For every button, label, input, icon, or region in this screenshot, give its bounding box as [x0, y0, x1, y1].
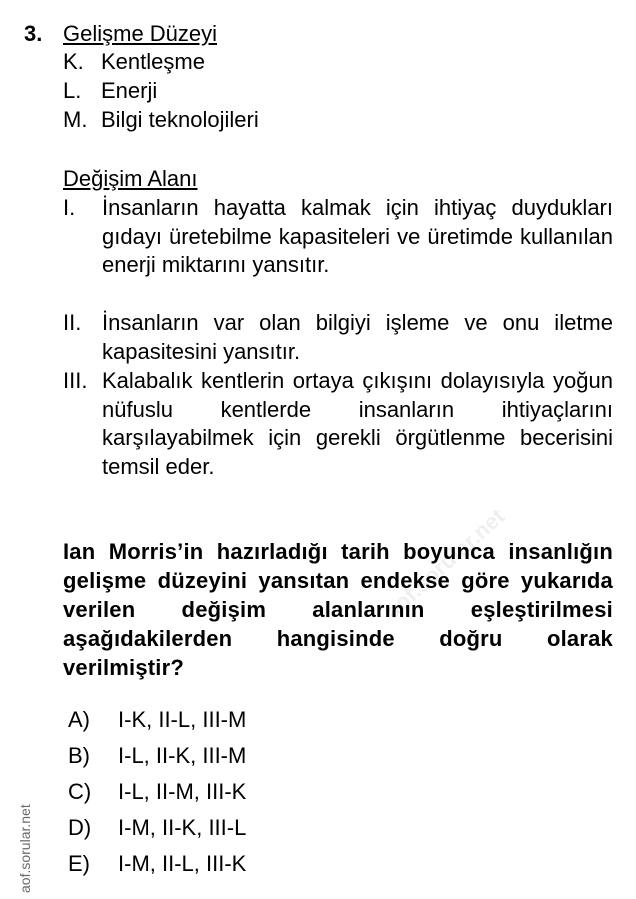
option-c[interactable] [68, 779, 246, 805]
degisim-item-text: Kalabalık kentlerin ortaya çıkışını dolayısıyla yoğun nüfuslu kentlerde insanların ihtiyaçlarını karşılayabilmek için gerekli örgütlenme becerisini temsil eder. [102, 368, 613, 480]
option-text: I-M, II-K, III-L [118, 815, 247, 840]
option-label: D) [68, 815, 92, 840]
option-label: B) [68, 743, 90, 768]
degisim-title: Değişim Alanı [63, 166, 198, 191]
option-text: I-L, II-K, III-M [118, 743, 247, 768]
option-label: E) [68, 851, 90, 876]
watermark: aof.sorular.net [380, 503, 510, 624]
degisim-item-label: I. [63, 195, 76, 220]
degisim-item-ii [63, 309, 613, 367]
gelisme-item-text: Bilgi teknolojileri [101, 107, 259, 132]
gelisme-item-label: K. [63, 49, 84, 74]
option-e[interactable] [68, 851, 246, 877]
option-b[interactable] [68, 743, 246, 769]
option-d[interactable] [68, 815, 246, 841]
degisim-item-label: II. [63, 310, 82, 335]
side-watermark: aof.sorular.net [17, 804, 33, 893]
option-text: I-L, II-M, III-K [118, 779, 247, 804]
gelisme-item-label: M. [63, 107, 88, 132]
degisim-item-i [63, 194, 613, 309]
gelisme-list [63, 49, 463, 139]
option-a[interactable] [68, 707, 246, 733]
degisim-item-text: İnsanların hayatta kalmak için ihtiyaç duydukları gıdayı üretebilme kapasiteleri ve üretimde kullanılan enerji miktarını yansıtır. [102, 195, 613, 278]
option-text: I-K, II-L, III-M [118, 707, 247, 732]
question-number: 3. [24, 21, 43, 46]
degisim-item-iii [63, 367, 613, 512]
gelisme-item-text: Enerji [101, 78, 158, 103]
option-label: A) [68, 707, 90, 732]
option-text: I-M, II-L, III-K [118, 851, 247, 876]
gelisme-title: Gelişme Düzeyi [63, 21, 218, 46]
question-text: Ian Morris’in hazırladığı tarih boyunca insanlığın gelişme düzeyini yansıtan endekse göre yukarıda verilen değişim alanlarının eşleştirilmesi aşağıdakilerden hangisinde doğru olarak verilmiştir? [63, 539, 613, 680]
gelisme-item-label: L. [63, 78, 82, 103]
degisim-item-label: III. [63, 368, 88, 393]
gelisme-item-text: Kentleşme [101, 49, 205, 74]
degisim-item-text: İnsanların var olan bilgiyi işleme ve onu iletme kapasitesini yansıtır. [102, 310, 613, 364]
option-label: C) [68, 779, 92, 804]
